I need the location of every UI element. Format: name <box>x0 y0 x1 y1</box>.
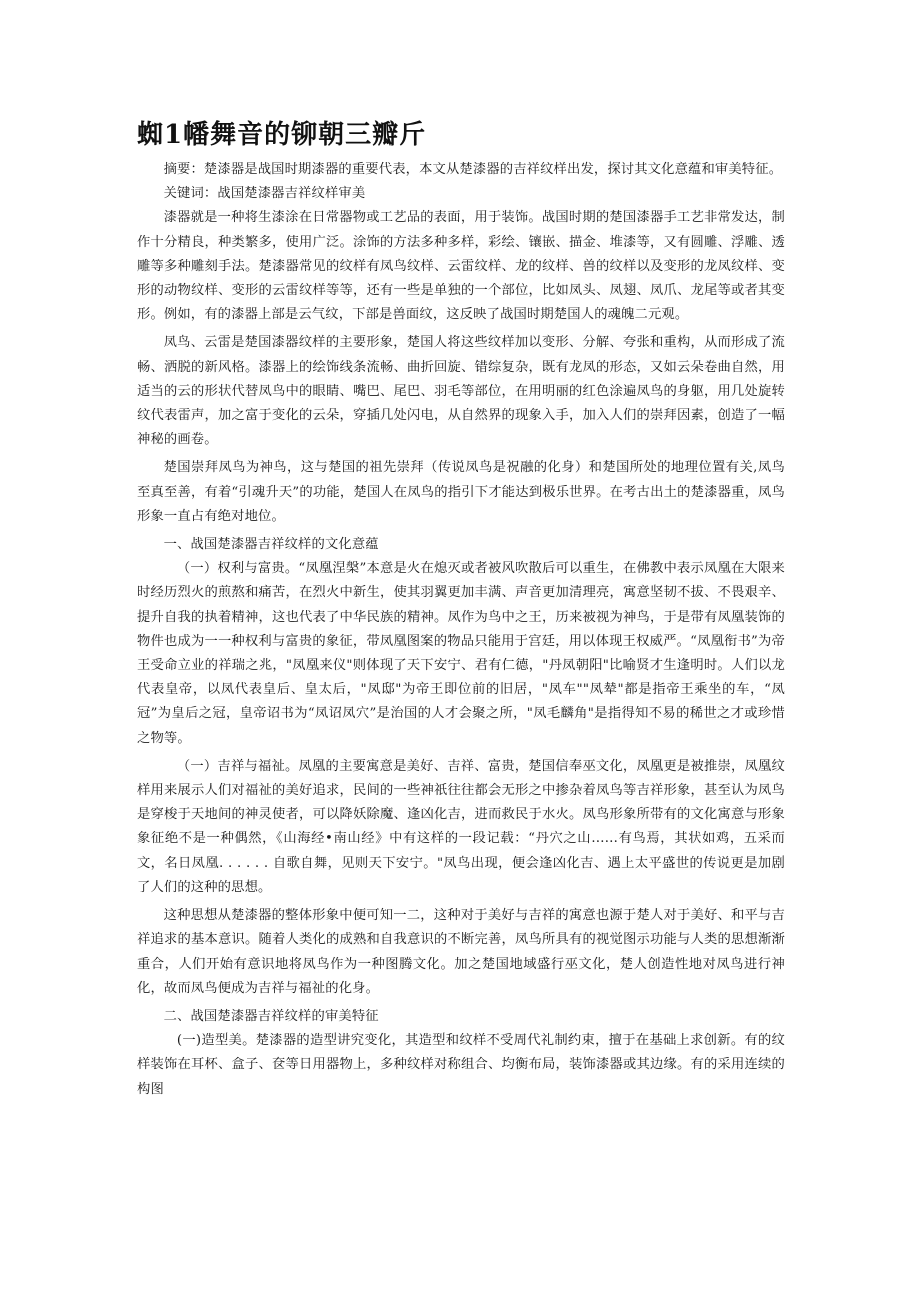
section-1-paragraph-1: （一）权利与富贵。“凤凰涅槃”本意是火在熄灭或者被风吹散后可以重生，在佛教中表示凤凰在大限来时经历烈火的煎熬和痛苦，在烈火中新生，使其羽翼更加丰满、声音更加清理亮，寓意坚韧不拔、不畏艰辛、提升自我的执着精神，这也代表了中华民族的精神。凤作为鸟中之王，历来被视为神鸟，于是带有凤凰装饰的物件也成为一一种权利与富贵的象征，带凤凰图案的物品只能用于宫廷，用以体现王权威严。“凤凰衔书”为帝王受命立业的祥瑞之兆，"凤凰来仪"则体现了天下安宁、君有仁德，"丹凤朝阳"比喻贤才生逢明时。人们以龙代表皇帝，以凤代表皇后、皇太后，"凤邸"为帝王即位前的旧居，"凤车""凤辇"都是指帝王乘坐的车，“凤冠”为皇后之冠，皇帝诏书为“凤诏凤穴”是治国的人才会聚之所，"凤毛麟角"是指得知不易的稀世之才或珍惜之物等。 <box>137 561 785 746</box>
section-1-heading: 一、战国楚漆器吉祥纹样的文化意蕴 <box>163 537 379 553</box>
section-2-paragraph-1: (一)造型美。楚漆器的造型讲究变化，其造型和纹样不受周代礼制约束，擅于在基础上求创新。有的纹样装饰在耳杯、盒子、奁等日用器物上，多种纹样对称组合、均衡布局，装饰漆器或其边缘。有的采用连续的构图 <box>137 1033 785 1097</box>
paragraph-intro-3: 楚国崇拜凤鸟为神鸟，这与楚国的祖先崇拜（传说凤鸟是祝融的化身）和楚国所处的地理位置有关,凤鸟至真至善，有着“引魂升天”的功能，楚国人在凤鸟的指引下才能达到极乐世界。在考古出土的楚漆器重，凤鸟形象一直占有绝对地位。 <box>137 460 785 524</box>
paragraph-intro-1: 漆器就是一种将生漆涂在日常器物或工艺品的表面，用于装饰。战国时期的楚国漆器手工艺非常发达，制作十分精良，种类繁多，使用广泛。涂饰的方法多种多样，彩绘、镶嵌、描金、堆漆等，又有圆雕、浮雕、透雕等多种雕刻手法。楚漆器常见的纹样有凤鸟纹样、云雷纹样、龙的纹样、兽的纹样以及变形的龙凤纹样、变形的动物纹样、变形的云雷纹样等等，还有一些是单独的一个部位，比如凤头、凤翅、凤爪、龙尾等或者其变形。例如，有的漆器上部是云气纹，下部是兽面纹，这反映了战国时期楚国人的魂魄二元观。 <box>137 210 785 323</box>
section-1-paragraph-2: （一）吉祥与福祉。凤凰的主要寓意是美好、吉祥、富贵，楚国信奉巫文化，凤凰更是被推崇，凤凰纹样用来展示人们对福祉的美好追求，民间的一些神祇往往都会无形之中掺杂着凤鸟等吉祥形象，甚至认为凤鸟是穿梭于天地间的神灵使者，可以降妖除魔、逢凶化吉，进而救民于水火。凤鸟形象所带有的文化寓意与形象象征绝不是一种偶然，《山海经•南山经》中有这样的一段记载：“丹穴之山……有鸟焉，其状如鸡，五采而文，名日凤凰. . . . . . 自歌自舞，见则天下安宁。"凤鸟出现，便会逢凶化吉、遇上太平盛世的传说更是加剧了人们的这种的思想。 <box>137 758 785 895</box>
document-title: 蜘1幡舞音的铆朝三瓣斤 <box>137 120 427 150</box>
section-1-paragraph-3: 这种思想从楚漆器的整体形象中便可知一二，这种对于美好与吉祥的寓意也源于楚人对于美好、和平与吉祥追求的基本意识。随着人类化的成熟和自我意识的不断完善，凤鸟所具有的视觉图示功能与人类的思想渐渐重合，人们开始有意识地将凤鸟作为一种图腾文化。加之楚国地域盛行巫文化，楚人创造性地对凤鸟进行神化，故而凤鸟便成为吉祥与福祉的化身。 <box>137 908 785 996</box>
paragraph-intro-2: 凤鸟、云雷是楚国漆器纹样的主要形象，楚国人将这些纹样加以变形、分解、夸张和重构，从而形成了流畅、洒脱的新风格。漆器上的绘饰线条流畅、曲折回旋、错综复杂，既有龙凤的形态，又如云朵卷曲自然，用适当的云的形状代替凤鸟中的眼睛、嘴巴、尾巴、羽毛等部位，在用明丽的红色涂遍凤鸟的身躯，用几处旋转纹代表雷声，加之富于变化的云朵，穿插几处闪电，从自然界的现象入手，加入人们的崇拜因素，创造了一幅神秘的画卷。 <box>137 335 785 448</box>
keywords: 关键词：战国楚漆器吉祥纹样审美 <box>163 186 366 202</box>
abstract: 摘要：楚漆器是战国时期漆器的重要代表，本文从楚漆器的吉祥纹样出发，探讨其文化意蕴和审美特征。 <box>163 162 783 177</box>
section-2-heading: 二、战国楚漆器吉祥纹样的审美特征 <box>163 1008 379 1024</box>
document-body <box>137 158 785 1102</box>
